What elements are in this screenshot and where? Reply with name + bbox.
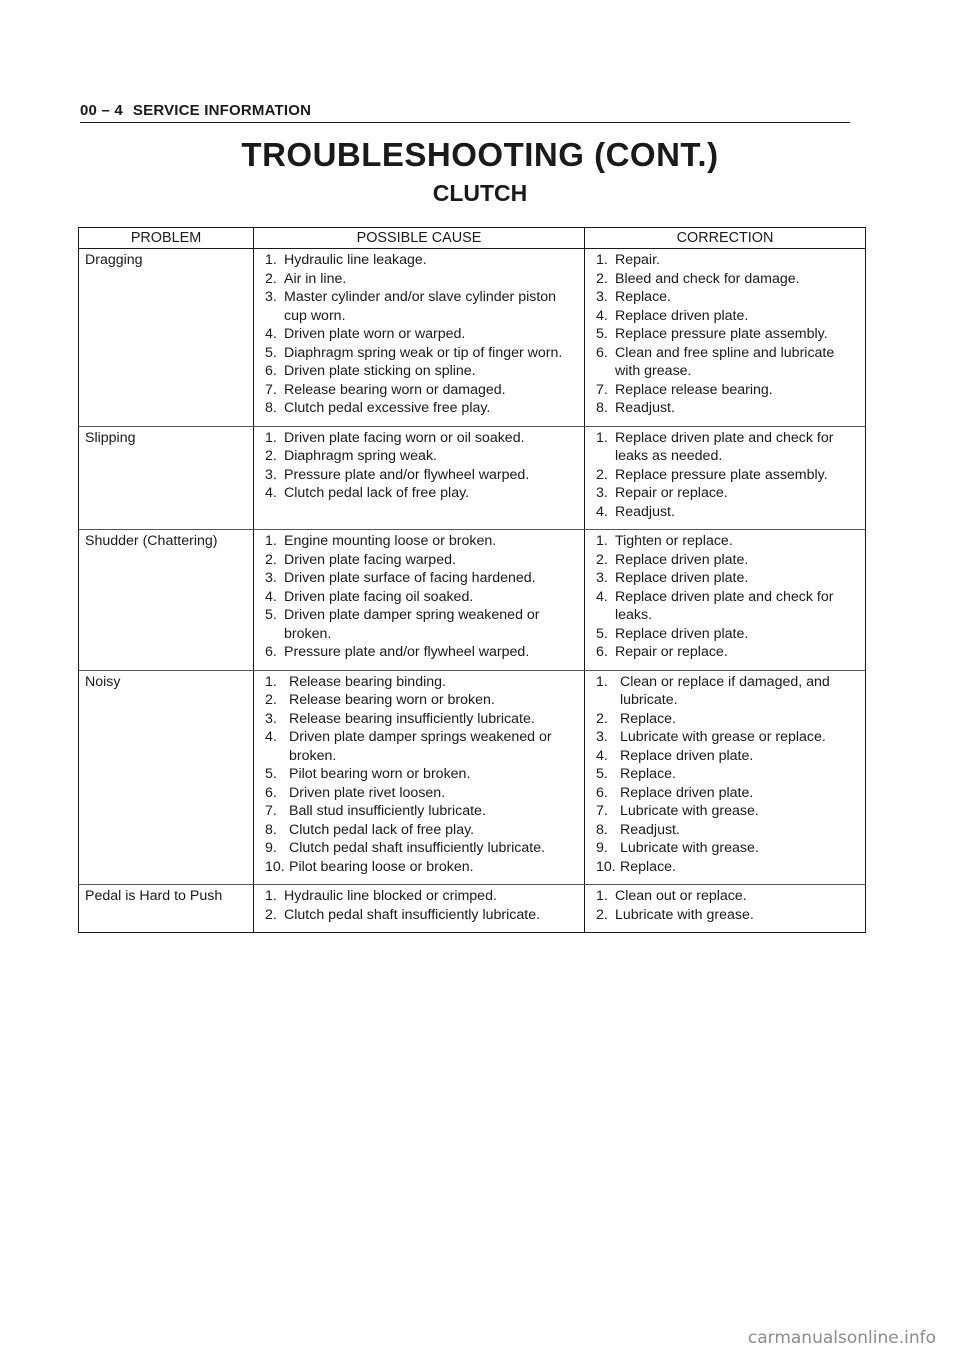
cause-text: Ball stud insufficiently lubricate. xyxy=(289,803,486,819)
correction-item xyxy=(596,858,863,877)
cause-text: Driven plate worn or warped. xyxy=(284,326,466,342)
cause-item xyxy=(265,728,582,765)
cause-number: 2. xyxy=(265,551,277,568)
cause-item xyxy=(265,447,582,466)
correction-item xyxy=(596,802,863,821)
correction-item xyxy=(596,821,863,840)
correction-number: 10. xyxy=(596,858,616,875)
correction-list xyxy=(585,249,865,426)
correction-item xyxy=(596,381,863,400)
correction-item xyxy=(596,503,863,522)
cause-item xyxy=(265,839,582,858)
cause-item xyxy=(265,399,582,418)
correction-item xyxy=(596,429,863,466)
cause-number: 6. xyxy=(265,784,277,801)
cause-number: 2. xyxy=(265,906,277,923)
correction-list xyxy=(585,671,865,885)
correction-number: 4. xyxy=(596,307,608,324)
correction-text: Replace. xyxy=(615,289,671,305)
correction-text: Tighten or replace. xyxy=(615,533,733,549)
cause-number: 2. xyxy=(265,692,277,708)
cause-number: 3. xyxy=(265,710,277,727)
cause-text: Clutch pedal shaft insufficiently lubricate. xyxy=(289,840,546,856)
correction-item xyxy=(596,399,863,418)
troubleshooting-table xyxy=(78,227,866,933)
correction-item xyxy=(596,643,863,662)
cause-number: 4. xyxy=(265,326,277,342)
table-body xyxy=(79,249,866,933)
correction-item xyxy=(596,466,863,485)
cause-text: Clutch pedal excessive free play. xyxy=(284,400,491,416)
cause-item xyxy=(265,802,582,821)
page-header xyxy=(80,102,850,123)
cause-text: Driven plate damper springs weakened or broken. xyxy=(289,729,552,764)
correction-item xyxy=(596,887,863,906)
cause-item xyxy=(265,821,582,840)
cause-text: Driven plate facing worn or oil soaked. xyxy=(284,429,525,446)
cause-text: Diaphragm spring weak or tip of finger worn. xyxy=(284,344,563,361)
correction-text: Clean and free spline and lubricate with grease. xyxy=(615,344,835,379)
cause-text: Driven plate sticking on spline. xyxy=(284,363,476,379)
cause-text: Pressure plate and/or flywheel warped. xyxy=(284,466,530,483)
correction-number: 3. xyxy=(596,289,608,305)
cause-item xyxy=(265,643,582,662)
cause-text: Air in line. xyxy=(284,270,347,287)
correction-cell xyxy=(585,670,866,885)
correction-number: 8. xyxy=(596,821,608,838)
cause-cell xyxy=(254,530,585,671)
correction-item xyxy=(596,784,863,803)
problem-cell xyxy=(79,885,254,933)
cause-item xyxy=(265,765,582,784)
correction-text: Readjust. xyxy=(615,400,675,416)
cause-cell xyxy=(254,885,585,933)
problem-label: Shudder (Chattering) xyxy=(85,533,218,549)
cause-number: 4. xyxy=(265,588,277,605)
correction-text: Replace release bearing. xyxy=(615,381,773,398)
cause-list xyxy=(254,530,584,670)
correction-number: 2. xyxy=(596,710,608,727)
correction-item xyxy=(596,344,863,381)
table-row xyxy=(79,885,866,933)
problem-cell xyxy=(79,249,254,427)
correction-number: 1. xyxy=(596,533,608,549)
column-header-cause: POSSIBLE CAUSE xyxy=(254,228,585,249)
cause-text: Hydraulic line leakage. xyxy=(284,252,427,268)
correction-number: 4. xyxy=(596,503,608,520)
cause-item xyxy=(265,532,582,551)
cause-number: 6. xyxy=(265,644,277,660)
cause-item xyxy=(265,887,582,906)
correction-text: Replace. xyxy=(620,766,676,782)
correction-number: 1. xyxy=(596,252,608,268)
correction-number: 3. xyxy=(596,570,608,586)
cause-item xyxy=(265,484,582,503)
correction-item xyxy=(596,839,863,858)
cause-number: 4. xyxy=(265,729,277,745)
correction-number: 1. xyxy=(596,429,608,446)
correction-text: Replace pressure plate assembly. xyxy=(615,466,828,483)
problem-label: Slipping xyxy=(85,429,136,446)
cause-number: 3. xyxy=(265,570,277,586)
cause-text: Driven plate facing oil soaked. xyxy=(284,588,474,605)
problem-label: Noisy xyxy=(85,673,121,690)
correction-number: 5. xyxy=(596,625,608,642)
page-subtitle: CLUTCH xyxy=(432,180,528,206)
cause-item xyxy=(265,344,582,363)
cause-text: Pilot bearing worn or broken. xyxy=(289,766,471,782)
cause-number: 7. xyxy=(265,803,277,819)
cause-number: 5. xyxy=(265,607,277,623)
cause-text: Release bearing binding. xyxy=(289,673,446,690)
cause-number: 3. xyxy=(265,466,277,483)
cause-text: Release bearing worn or broken. xyxy=(289,692,495,708)
cause-text: Driven plate surface of facing hardened. xyxy=(284,570,536,586)
correction-item xyxy=(596,906,863,925)
column-header-correction: CORRECTION xyxy=(585,228,866,249)
correction-cell xyxy=(585,530,866,671)
section-number: 00 – 4 xyxy=(80,102,123,119)
correction-item xyxy=(596,551,863,570)
cause-number: 2. xyxy=(265,270,277,287)
problem-label: Dragging xyxy=(85,252,143,268)
correction-cell xyxy=(585,249,866,427)
page-title: TROUBLESHOOTING (CONT.) xyxy=(241,136,719,173)
cause-number: 1. xyxy=(265,673,277,690)
correction-text: Bleed and check for damage. xyxy=(615,270,800,287)
cause-number: 4. xyxy=(265,485,277,501)
correction-text: Repair or replace. xyxy=(615,485,728,501)
cause-item xyxy=(265,429,582,448)
correction-text: Replace driven plate. xyxy=(615,551,749,568)
cause-number: 3. xyxy=(265,289,277,305)
table-row xyxy=(79,426,866,530)
cause-item xyxy=(265,288,582,325)
table-row xyxy=(79,530,866,671)
cause-cell xyxy=(254,249,585,427)
problem-cell xyxy=(79,426,254,530)
cause-number: 5. xyxy=(265,344,277,361)
correction-item xyxy=(596,270,863,289)
correction-item xyxy=(596,288,863,307)
correction-number: 2. xyxy=(596,466,608,483)
cause-list xyxy=(254,427,584,511)
correction-text: Lubricate with grease or replace. xyxy=(620,729,826,745)
correction-number: 6. xyxy=(596,784,608,801)
correction-number: 4. xyxy=(596,588,608,605)
correction-number: 3. xyxy=(596,485,608,501)
cause-list xyxy=(254,885,584,932)
cause-text: Release bearing worn or damaged. xyxy=(284,381,506,398)
correction-item xyxy=(596,588,863,625)
correction-item xyxy=(596,484,863,503)
cause-item xyxy=(265,551,582,570)
cause-number: 8. xyxy=(265,821,277,838)
cause-text: Hydraulic line blocked or crimped. xyxy=(284,888,497,904)
section-title: SERVICE INFORMATION xyxy=(132,102,312,119)
correction-item xyxy=(596,625,863,644)
cause-text: Pilot bearing loose or broken. xyxy=(289,858,474,875)
cause-text: Release bearing insufficiently lubricate. xyxy=(289,710,535,727)
correction-text: Replace. xyxy=(620,858,676,875)
correction-number: 5. xyxy=(596,766,608,782)
cause-number: 6. xyxy=(265,363,277,379)
correction-text: Clean or replace if damaged, and lubricate. xyxy=(620,673,830,708)
cause-text: Clutch pedal lack of free play. xyxy=(284,485,470,501)
cause-item xyxy=(265,691,582,710)
column-header-problem: PROBLEM xyxy=(79,228,254,249)
correction-number: 1. xyxy=(596,673,608,690)
cause-item xyxy=(265,270,582,289)
correction-list xyxy=(585,530,865,670)
cause-number: 5. xyxy=(265,766,277,782)
correction-text: Lubricate with grease. xyxy=(620,803,759,819)
correction-text: Replace driven plate. xyxy=(615,570,749,586)
correction-number: 5. xyxy=(596,326,608,342)
correction-number: 6. xyxy=(596,644,608,660)
correction-text: Replace driven plate. xyxy=(615,307,749,324)
correction-text: Repair or replace. xyxy=(615,644,728,660)
cause-item xyxy=(265,673,582,692)
cause-number: 1. xyxy=(265,888,277,904)
correction-list xyxy=(585,427,865,530)
cause-text: Pressure plate and/or flywheel warped. xyxy=(284,644,530,660)
correction-text: Replace driven plate and check for leaks. xyxy=(615,588,834,623)
cause-list xyxy=(254,671,584,885)
correction-text: Readjust. xyxy=(620,821,680,838)
correction-text: Replace driven plate. xyxy=(620,784,754,801)
cause-item xyxy=(265,325,582,344)
cause-text: Master cylinder and/or slave cylinder piston cup worn. xyxy=(284,289,557,324)
cause-item xyxy=(265,784,582,803)
correction-text: Lubricate with grease. xyxy=(615,906,754,923)
correction-item xyxy=(596,569,863,588)
correction-number: 1. xyxy=(596,888,608,904)
cause-number: 1. xyxy=(265,252,277,268)
cause-item xyxy=(265,569,582,588)
correction-text: Repair. xyxy=(615,252,660,268)
cause-text: Clutch pedal shaft insufficiently lubricate. xyxy=(284,906,541,923)
table-row xyxy=(79,670,866,885)
cause-item xyxy=(265,381,582,400)
cause-item xyxy=(265,858,582,877)
correction-number: 2. xyxy=(596,551,608,568)
correction-text: Replace driven plate. xyxy=(615,625,749,642)
correction-list xyxy=(585,885,865,932)
cause-number: 2. xyxy=(265,448,277,464)
correction-number: 8. xyxy=(596,400,608,416)
correction-number: 2. xyxy=(596,270,608,287)
problem-label: Pedal is Hard to Push xyxy=(85,888,223,904)
correction-item xyxy=(596,765,863,784)
cause-number: 1. xyxy=(265,533,277,549)
correction-item xyxy=(596,325,863,344)
cause-number: 7. xyxy=(265,381,277,398)
cause-text: Driven plate rivet loosen. xyxy=(289,784,446,801)
correction-text: Replace pressure plate assembly. xyxy=(615,326,828,342)
correction-number: 6. xyxy=(596,344,608,361)
correction-item xyxy=(596,251,863,270)
cause-item xyxy=(265,588,582,607)
cause-cell xyxy=(254,670,585,885)
watermark: carmanualsonline.info xyxy=(747,1328,936,1348)
correction-number: 7. xyxy=(596,803,608,819)
cause-item xyxy=(265,466,582,485)
cause-item xyxy=(265,710,582,729)
problem-cell xyxy=(79,670,254,885)
correction-item xyxy=(596,307,863,326)
cause-text: Driven plate damper spring weakened or broken. xyxy=(284,607,540,642)
problem-cell xyxy=(79,530,254,671)
cause-item xyxy=(265,906,582,925)
correction-item xyxy=(596,747,863,766)
correction-item xyxy=(596,710,863,729)
correction-item xyxy=(596,728,863,747)
cause-text: Clutch pedal lack of free play. xyxy=(289,821,475,838)
correction-item xyxy=(596,673,863,710)
correction-cell xyxy=(585,885,866,933)
correction-text: Lubricate with grease. xyxy=(620,840,759,856)
correction-cell xyxy=(585,426,866,530)
correction-item xyxy=(596,532,863,551)
correction-text: Clean out or replace. xyxy=(615,888,747,904)
table-row xyxy=(79,249,866,427)
correction-number: 9. xyxy=(596,840,608,856)
cause-number: 8. xyxy=(265,400,277,416)
cause-item xyxy=(265,362,582,381)
cause-number: 9. xyxy=(265,840,277,856)
cause-cell xyxy=(254,426,585,530)
cause-item xyxy=(265,251,582,270)
correction-text: Replace. xyxy=(620,710,676,727)
cause-number: 10. xyxy=(265,858,285,875)
correction-number: 3. xyxy=(596,729,608,745)
cause-number: 1. xyxy=(265,429,277,446)
correction-number: 7. xyxy=(596,381,608,398)
cause-text: Driven plate facing warped. xyxy=(284,551,456,568)
cause-text: Diaphragm spring weak. xyxy=(284,448,437,464)
cause-text: Engine mounting loose or broken. xyxy=(284,533,497,549)
table-header-row xyxy=(79,228,866,249)
correction-text: Replace driven plate and check for leaks as needed. xyxy=(615,429,834,464)
correction-number: 4. xyxy=(596,747,608,764)
cause-list xyxy=(254,249,584,426)
correction-number: 2. xyxy=(596,906,608,923)
correction-text: Replace driven plate. xyxy=(620,747,754,764)
cause-item xyxy=(265,606,582,643)
correction-text: Readjust. xyxy=(615,503,675,520)
